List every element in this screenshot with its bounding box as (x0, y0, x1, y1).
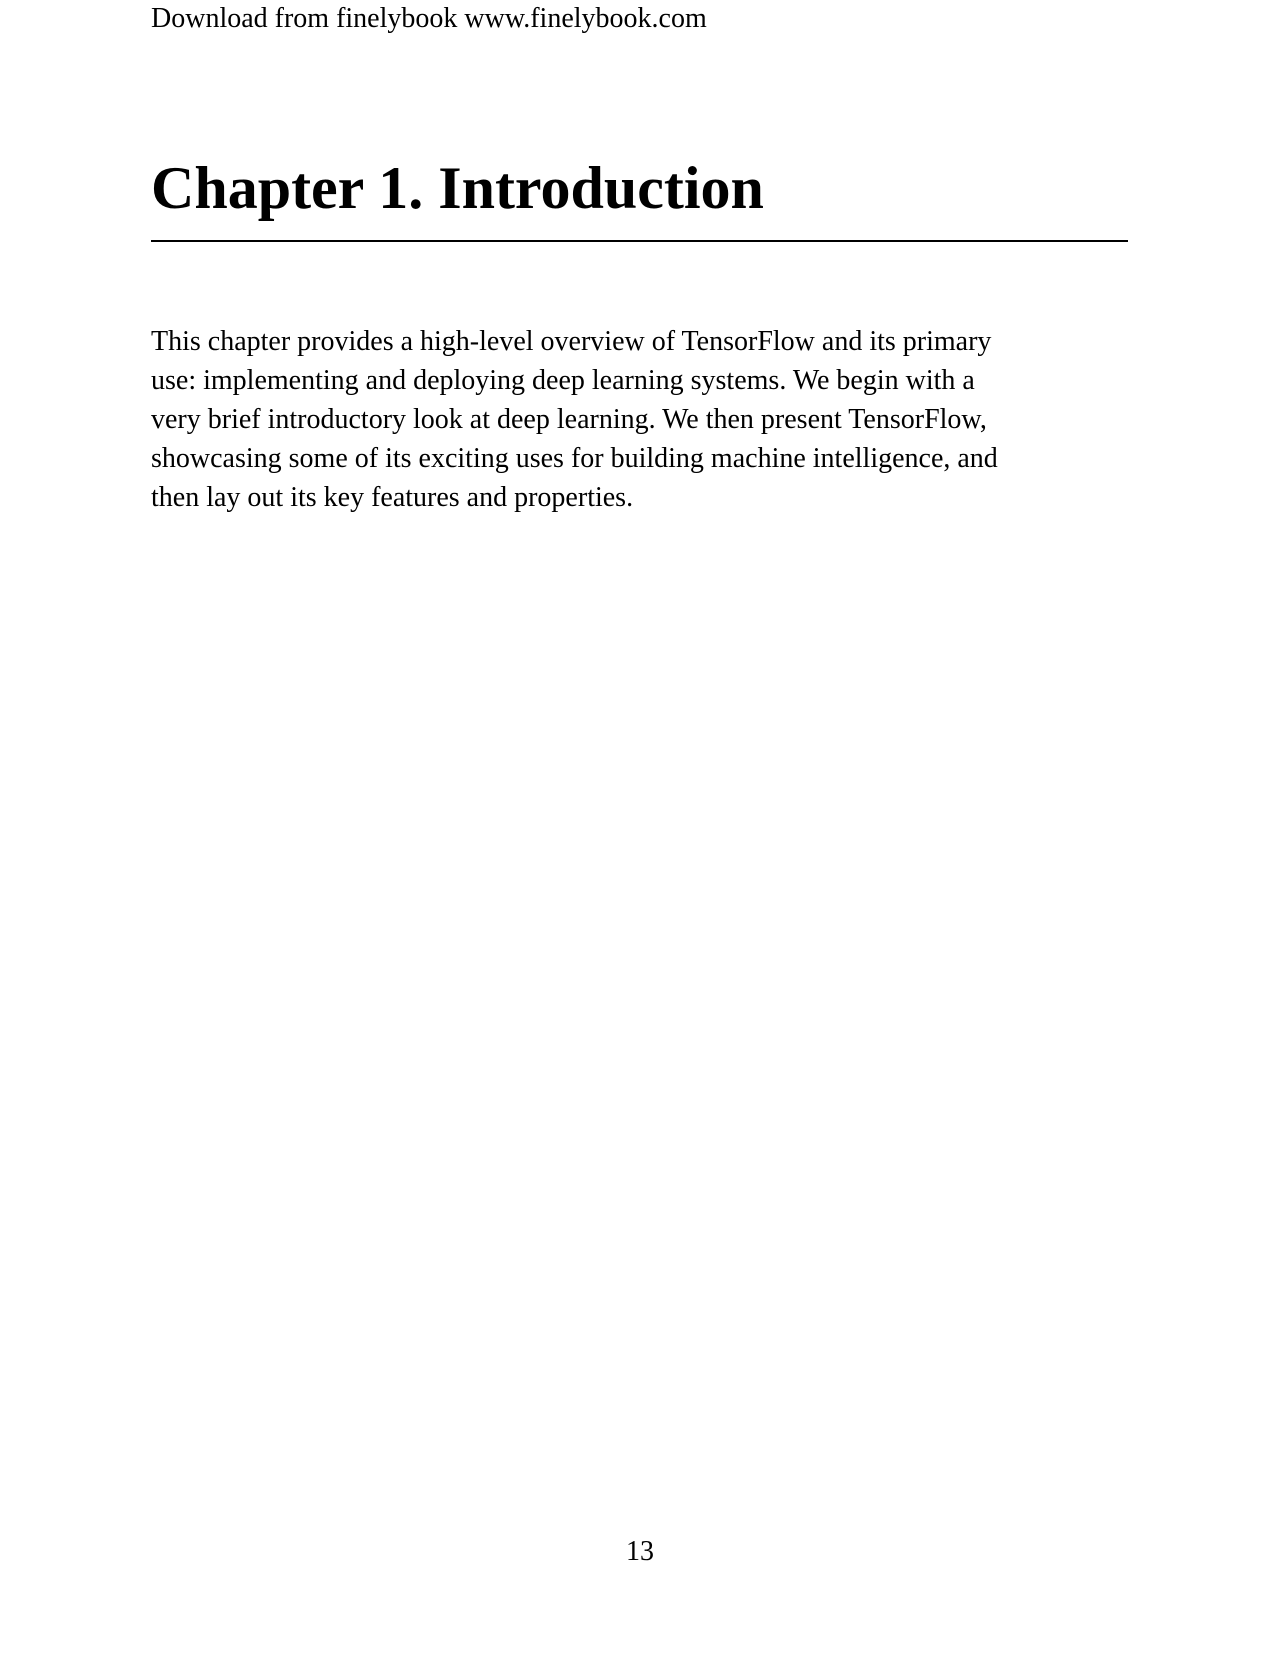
paragraph-line: use: implementing and deploying deep learning systems. We begin with a (151, 365, 975, 396)
download-source-note: Download from finelybook www.finelybook.com (151, 3, 707, 34)
intro-paragraph (151, 322, 1121, 517)
paragraph-line: This chapter provides a high-level overview of TensorFlow and its primary (151, 326, 992, 357)
paragraph-line: very brief introductory look at deep learning. We then present TensorFlow, (151, 404, 987, 435)
title-divider (151, 240, 1128, 242)
chapter-title: Chapter 1. Introduction (151, 155, 764, 221)
paragraph-line: then lay out its key features and properties. (151, 482, 634, 513)
page-number: 13 (626, 1536, 654, 1567)
paragraph-line: showcasing some of its exciting uses for building machine intelligence, and (151, 443, 998, 474)
